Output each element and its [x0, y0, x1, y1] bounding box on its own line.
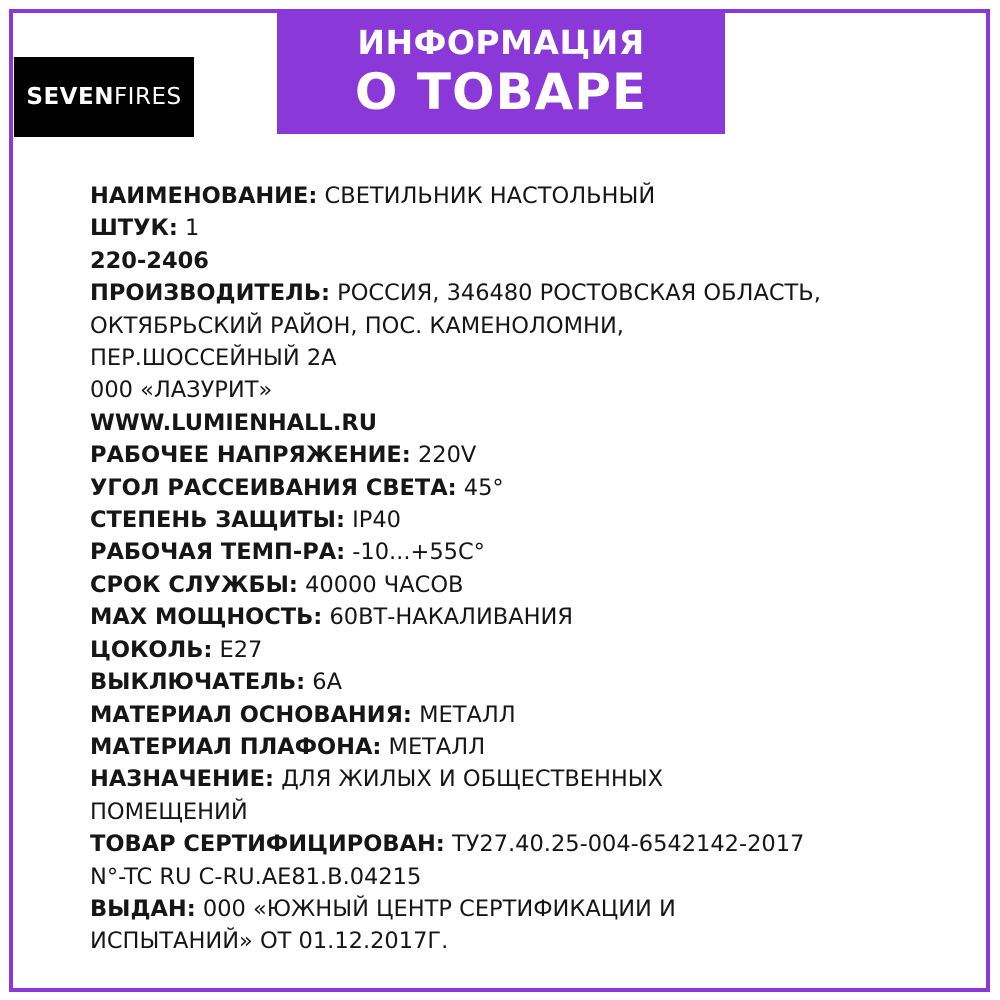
info-label: ВЫДАН: [90, 895, 196, 922]
info-label: МАТЕРИАЛ ОСНОВАНИЯ: [90, 701, 412, 728]
info-row-issued-cont [90, 925, 970, 957]
info-value: 45° [463, 474, 504, 501]
info-value: МЕТАЛЛ [388, 733, 486, 760]
info-row-manufacturer-cont [90, 342, 970, 374]
info-value: E27 [219, 636, 263, 663]
info-row-certificate-number [90, 861, 970, 893]
info-row-certified [90, 828, 970, 860]
info-value: 1 [185, 215, 200, 242]
info-label: МАТЕРИАЛ ПЛАФОНА: [90, 733, 382, 760]
info-row-socket [90, 634, 970, 666]
info-value: 220V [417, 442, 477, 469]
info-row-manufacturer [90, 277, 970, 309]
info-label: ЦОКОЛЬ: [90, 636, 213, 663]
info-label: ТОВАР СЕРТИФИЦИРОВАН: [90, 831, 445, 858]
info-row-count [90, 212, 970, 244]
info-row-website [90, 407, 970, 439]
info-value: -10...+55С° [352, 539, 485, 566]
info-label: НАИМЕНОВАНИЕ: [90, 183, 318, 209]
info-value: ПЕР.ШОССЕЙНЫЙ 2А [90, 345, 337, 372]
info-row-temperature [90, 536, 970, 568]
info-value: 60ВТ-НАКАЛИВАНИЯ [329, 604, 574, 631]
info-row-power [90, 601, 970, 633]
info-row-purpose [90, 763, 970, 795]
title-line-2: О ТОВАРЕ [354, 63, 648, 121]
info-label: УГОЛ РАССЕИВАНИЯ СВЕТА: [90, 474, 457, 501]
info-value: 000 «ЮЖНЫЙ ЦЕНТР СЕРТИФИКАЦИИ И [202, 895, 676, 922]
info-value: 40000 ЧАСОВ [305, 571, 464, 598]
info-label: НАЗНАЧЕНИЕ: [90, 766, 275, 793]
info-value: ДЛЯ ЖИЛЫХ И ОБЩЕСТВЕННЫХ [281, 766, 664, 793]
brand-logo-part1: SEVEN [26, 84, 114, 110]
info-row-shade-material [90, 731, 970, 763]
article-number: 220-2406 [90, 247, 209, 274]
title-line-1: ИНФОРМАЦИЯ [357, 23, 645, 62]
info-label: ПРОИЗВОДИТЕЛЬ: [90, 280, 330, 307]
brand-logo-part2: FIRES [113, 84, 182, 110]
info-row-name [90, 180, 970, 212]
info-label: РАБОЧАЯ ТЕМП-РА: [90, 539, 346, 566]
info-label: РАБОЧЕЕ НАПРЯЖЕНИЕ: [90, 442, 411, 469]
info-row-lifetime [90, 569, 970, 601]
info-row-issued [90, 893, 970, 925]
info-row-base-material [90, 699, 970, 731]
info-value: ИСПЫТАНИЙ» ОТ 01.12.2017Г. [90, 928, 449, 955]
info-row-angle [90, 472, 970, 504]
info-value: 6A [312, 669, 342, 696]
info-label: СТЕПЕНЬ ЗАЩИТЫ: [90, 507, 345, 534]
info-label: ШТУК: [90, 215, 178, 242]
company-name: 000 «ЛАЗУРИТ» [90, 377, 273, 404]
info-row-manufacturer-cont [90, 310, 970, 342]
brand-logo [14, 57, 194, 137]
info-value: ОКТЯБРЬСКИЙ РАЙОН, ПОС. КАМЕНОЛОМНИ, [90, 312, 624, 339]
info-row-protection [90, 504, 970, 536]
info-label: ВЫКЛЮЧАТЕЛЬ: [90, 669, 306, 696]
info-row-article [90, 245, 970, 277]
info-row-voltage [90, 439, 970, 471]
product-info [90, 180, 970, 958]
info-value: ТУ27.40.25-004-6542142-2017 [451, 831, 805, 858]
certificate-number: N°-TC RU C-RU.AE81.B.04215 [90, 863, 422, 890]
info-value: РОССИЯ, 346480 РОСТОВСКАЯ ОБЛАСТЬ, [337, 280, 821, 307]
info-row-purpose-cont [90, 796, 970, 828]
info-value: IP40 [352, 507, 401, 534]
info-value: ПОМЕЩЕНИЙ [90, 798, 248, 825]
title-banner [277, 10, 725, 134]
info-value: МЕТАЛЛ [419, 701, 516, 728]
info-value: СВЕТИЛЬНИК НАСТОЛЬНЫЙ [324, 183, 656, 209]
info-row-switch [90, 666, 970, 698]
website-link: WWW.LUMIENHALL.RU [90, 409, 377, 436]
info-label: MAX МОЩНОСТЬ: [90, 604, 323, 631]
info-label: СРОК СЛУЖБЫ: [90, 571, 298, 598]
info-row-company [90, 374, 970, 406]
